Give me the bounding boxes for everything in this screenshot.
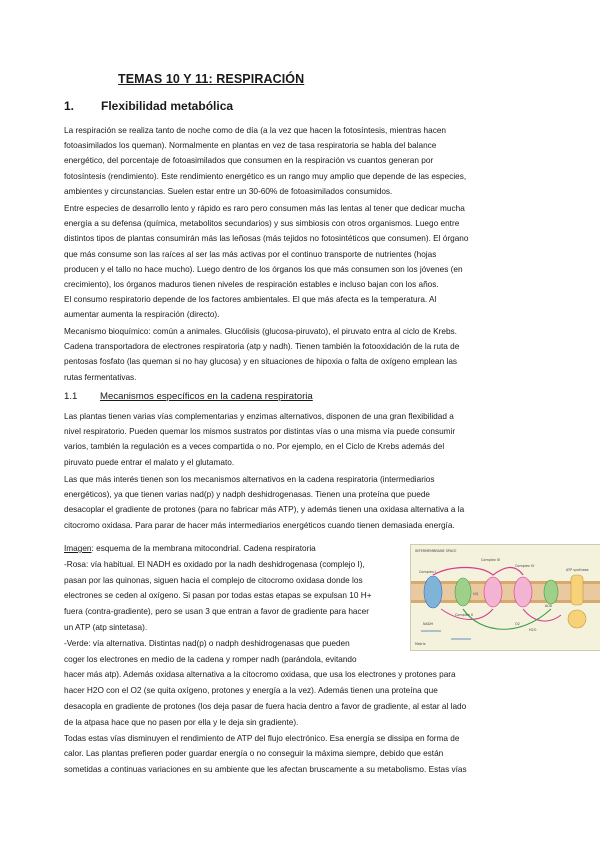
diagram-label: Complex I — [419, 570, 436, 574]
diagram-label: NADH — [423, 622, 434, 626]
paragraph-3 — [64, 324, 534, 385]
paragraph-line: de la atpasa hace que no pasen por ella y le deja sin gradiente). — [64, 717, 299, 727]
paragraph-line: coger los electrones en medio de la cadena y romper nadh (parándola, evitando — [64, 654, 357, 664]
paragraph-line: energéticos), ya que tienen varias nad(p) y nadph deshidrogenasas. Tienen una proteína que puede — [64, 490, 431, 500]
section-heading-1-1 — [64, 391, 313, 402]
diagram-label: ATP synthase — [566, 568, 589, 572]
paragraph-line: calor. Las plantas prefieren poder guardar energía o no conseguir la máxima siempre, debido que están — [64, 749, 444, 759]
paragraph-line: Mecanismo bioquímico: común a animales. Glucólisis (glucosa-piruvato), el piruvato entra al ciclo de Krebs. — [64, 327, 457, 336]
paragraph-line: rutas fermentativas. — [64, 372, 137, 382]
paragraph-line: -Verde: vía alternativa. Distintas nad(p) o nadph deshidrogenasas que pueden — [64, 638, 350, 648]
paragraph-line: distintos tipos de plantas consumirán más las leñosas (más tejidos no fotosintéticos que consumen). El órgano — [64, 234, 469, 244]
paragraph-line: energía a su defensa (química, metabolitos secundarios) y sus simbiosis con otros organismos. Luego entre — [64, 219, 460, 229]
complex-two — [455, 578, 471, 606]
diagram-label: Complex II — [455, 613, 473, 617]
paragraph-line: desacopla en gradiente de protones (los deja pasar de fuera hacia dentro a favor de gradiente, al estar al lado — [64, 701, 467, 711]
paragraph-line: hacer H2O con el O2 (se quita oxígeno, protones y energía a la vez). Además tienen una proteína que — [64, 686, 438, 696]
image-caption-line — [64, 541, 467, 557]
image-caption: : esquema de la membrana mitocondrial. Cadena respiratoria — [91, 544, 316, 553]
complex-one — [424, 576, 442, 608]
paragraph-line: Entre especies de desarrollo lento y rápido es raro pero consumen más las lentas al tener que dedicar mucha — [64, 204, 465, 213]
paragraph-line: electrones se ceden al oxígeno. Si pasan por todas estas etapas se expulsan 10 H+ — [64, 591, 372, 601]
paragraph-line: varios, también la regulación es a veces compartida o no. Por ejemplo, en el Ciclo de Krebs además del — [64, 442, 445, 452]
paragraph-line: que más consume son las raíces al ser las más activas por el continuo transporte de nutrientes (hojas — [64, 249, 437, 259]
paragraph-line: ambientes y circunstancias. Suelen estar entre un 30-60% de fotoasimilados consumidos. — [64, 186, 393, 196]
section-number: 1.1 — [64, 391, 78, 402]
paragraph-line: hacer más atp). Además oxidasa alternativa a la citocromo oxidasa, que usa los electrones y protones para — [64, 670, 456, 680]
paragraph-4 — [64, 409, 534, 470]
image-label: Imagen — [64, 544, 92, 553]
atp-synthase — [571, 575, 583, 605]
diagram-label: Complex III — [481, 558, 500, 562]
paragraph-line: citocromo oxidasa. Para parar de hacer más intermediarios energéticos cuando tienen demasiada energía. — [64, 520, 455, 530]
paragraph-line: aumentar aumenta la respiración (directo). — [64, 310, 220, 320]
alternative-oxidase — [544, 580, 558, 604]
paragraph-line: energético, del porcentaje de fotoasimilados que consumen en la respiración vs cuantos generan por — [64, 156, 434, 166]
paragraph-2 — [64, 201, 534, 323]
paragraph-line: crecimiento), los órganos maduros tienen niveles de respiración estables e incluso bajan con los años. — [64, 279, 439, 289]
diagram-label: H2O — [529, 628, 537, 632]
paragraph-1 — [64, 123, 534, 199]
complex-three — [484, 577, 502, 607]
paragraph-line: Cadena transportadora de electrones respiratoria (atp y nadh). Tienen también la fotooxidación de la ruta de — [64, 342, 460, 352]
paragraph-line: El consumo respiratorio depende de los factores ambientales. El que más afecta es la temperatura. Al — [64, 295, 437, 305]
paragraph-line: producen y el tallo no hace mucho). Luego dentro de los órganos los que más consumen son los jóvenes (en — [64, 264, 463, 274]
paragraph-line: fotosíntesis (rendimiento). Este rendimiento energético es un rango muy amplio que depende de las especies, — [64, 171, 467, 181]
paragraph-line: un ATP (atp sintetasa). — [64, 622, 148, 632]
diagram-label: AOX — [545, 604, 553, 608]
paragraph-line: La respiración se realiza tanto de noche como de día (a la vez que hacen la fotosíntesis, mientras hacen — [64, 126, 447, 135]
paragraph-line: -Rosa: vía habitual. El NADH es oxidado por la nadh deshidrogenasa (complejo I), — [64, 559, 365, 569]
paragraph-line: fotoasimilados los queman). Normalmente en plantas en vez de tasa respiratoria se habla del balance — [64, 141, 437, 151]
paragraph-line: desacoplar el gradiente de protones (para no fabricar más ATP), y además tienen una oxidasa alternativa a la — [64, 505, 465, 515]
paragraph-5 — [64, 472, 534, 533]
section-title: Flexibilidad metabólica — [101, 99, 234, 113]
diagram-label: Matrix — [415, 642, 426, 646]
paragraph-line: piruvato puede entrar el malato y el glutamato. — [64, 457, 235, 467]
atp-synthase-head — [568, 610, 586, 628]
diagram-label: INTERMEMBRANE SPACE — [415, 549, 457, 553]
section-title: Mecanismos específicos en la cadena respiratoria — [100, 391, 313, 402]
respiratory-chain-illustration — [411, 545, 600, 650]
image-description — [64, 541, 467, 778]
diagram-label: O2 — [515, 622, 520, 626]
paragraph-line: fuera (contra-gradiente), pero se usan 3 que entran a favor de gradiente para hacer — [64, 607, 369, 617]
page-title: TEMAS 10 Y 11: RESPIRACIÓN — [118, 72, 305, 86]
paragraph-line: nivel respiratorio. Pueden quemar los mismos sustratos por distintas vías o una misma vía puede consumir — [64, 427, 456, 437]
mitochondrial-membrane-diagram — [410, 544, 600, 651]
paragraph-line: Las que más interés tienen son los mecanismos alternativos en la cadena respiratoria (intermediarios — [64, 475, 435, 484]
diagram-label: Complex IV — [515, 564, 535, 568]
diagram-label: UQ — [473, 592, 479, 596]
paragraph-line: Las plantas tienen varias vías complementarias y enzimas alternativos, disponen de una gran flexibilidad a — [64, 412, 454, 421]
paragraph-line: pasan por las quinonas, siguen hacia el complejo de citocromo oxidasa donde los — [64, 575, 363, 585]
paragraph-line: pentosas fosfato (las queman si no hay glucosa) y en situaciones de hipoxia o falta de oxígeno emplean las — [64, 357, 458, 367]
complex-four — [514, 577, 532, 607]
paragraph-line: sometidas a continuas variaciones en su ambiente que les afectan bruscamente a su metabolismo. Estas vías — [64, 765, 467, 775]
section-number: 1. — [64, 99, 75, 113]
paragraph-line: Todas estas vías disminuyen el rendimiento de ATP del flujo electrónico. Esa energía se dissipa en forma de — [64, 733, 460, 743]
section-heading-1 — [64, 99, 233, 113]
